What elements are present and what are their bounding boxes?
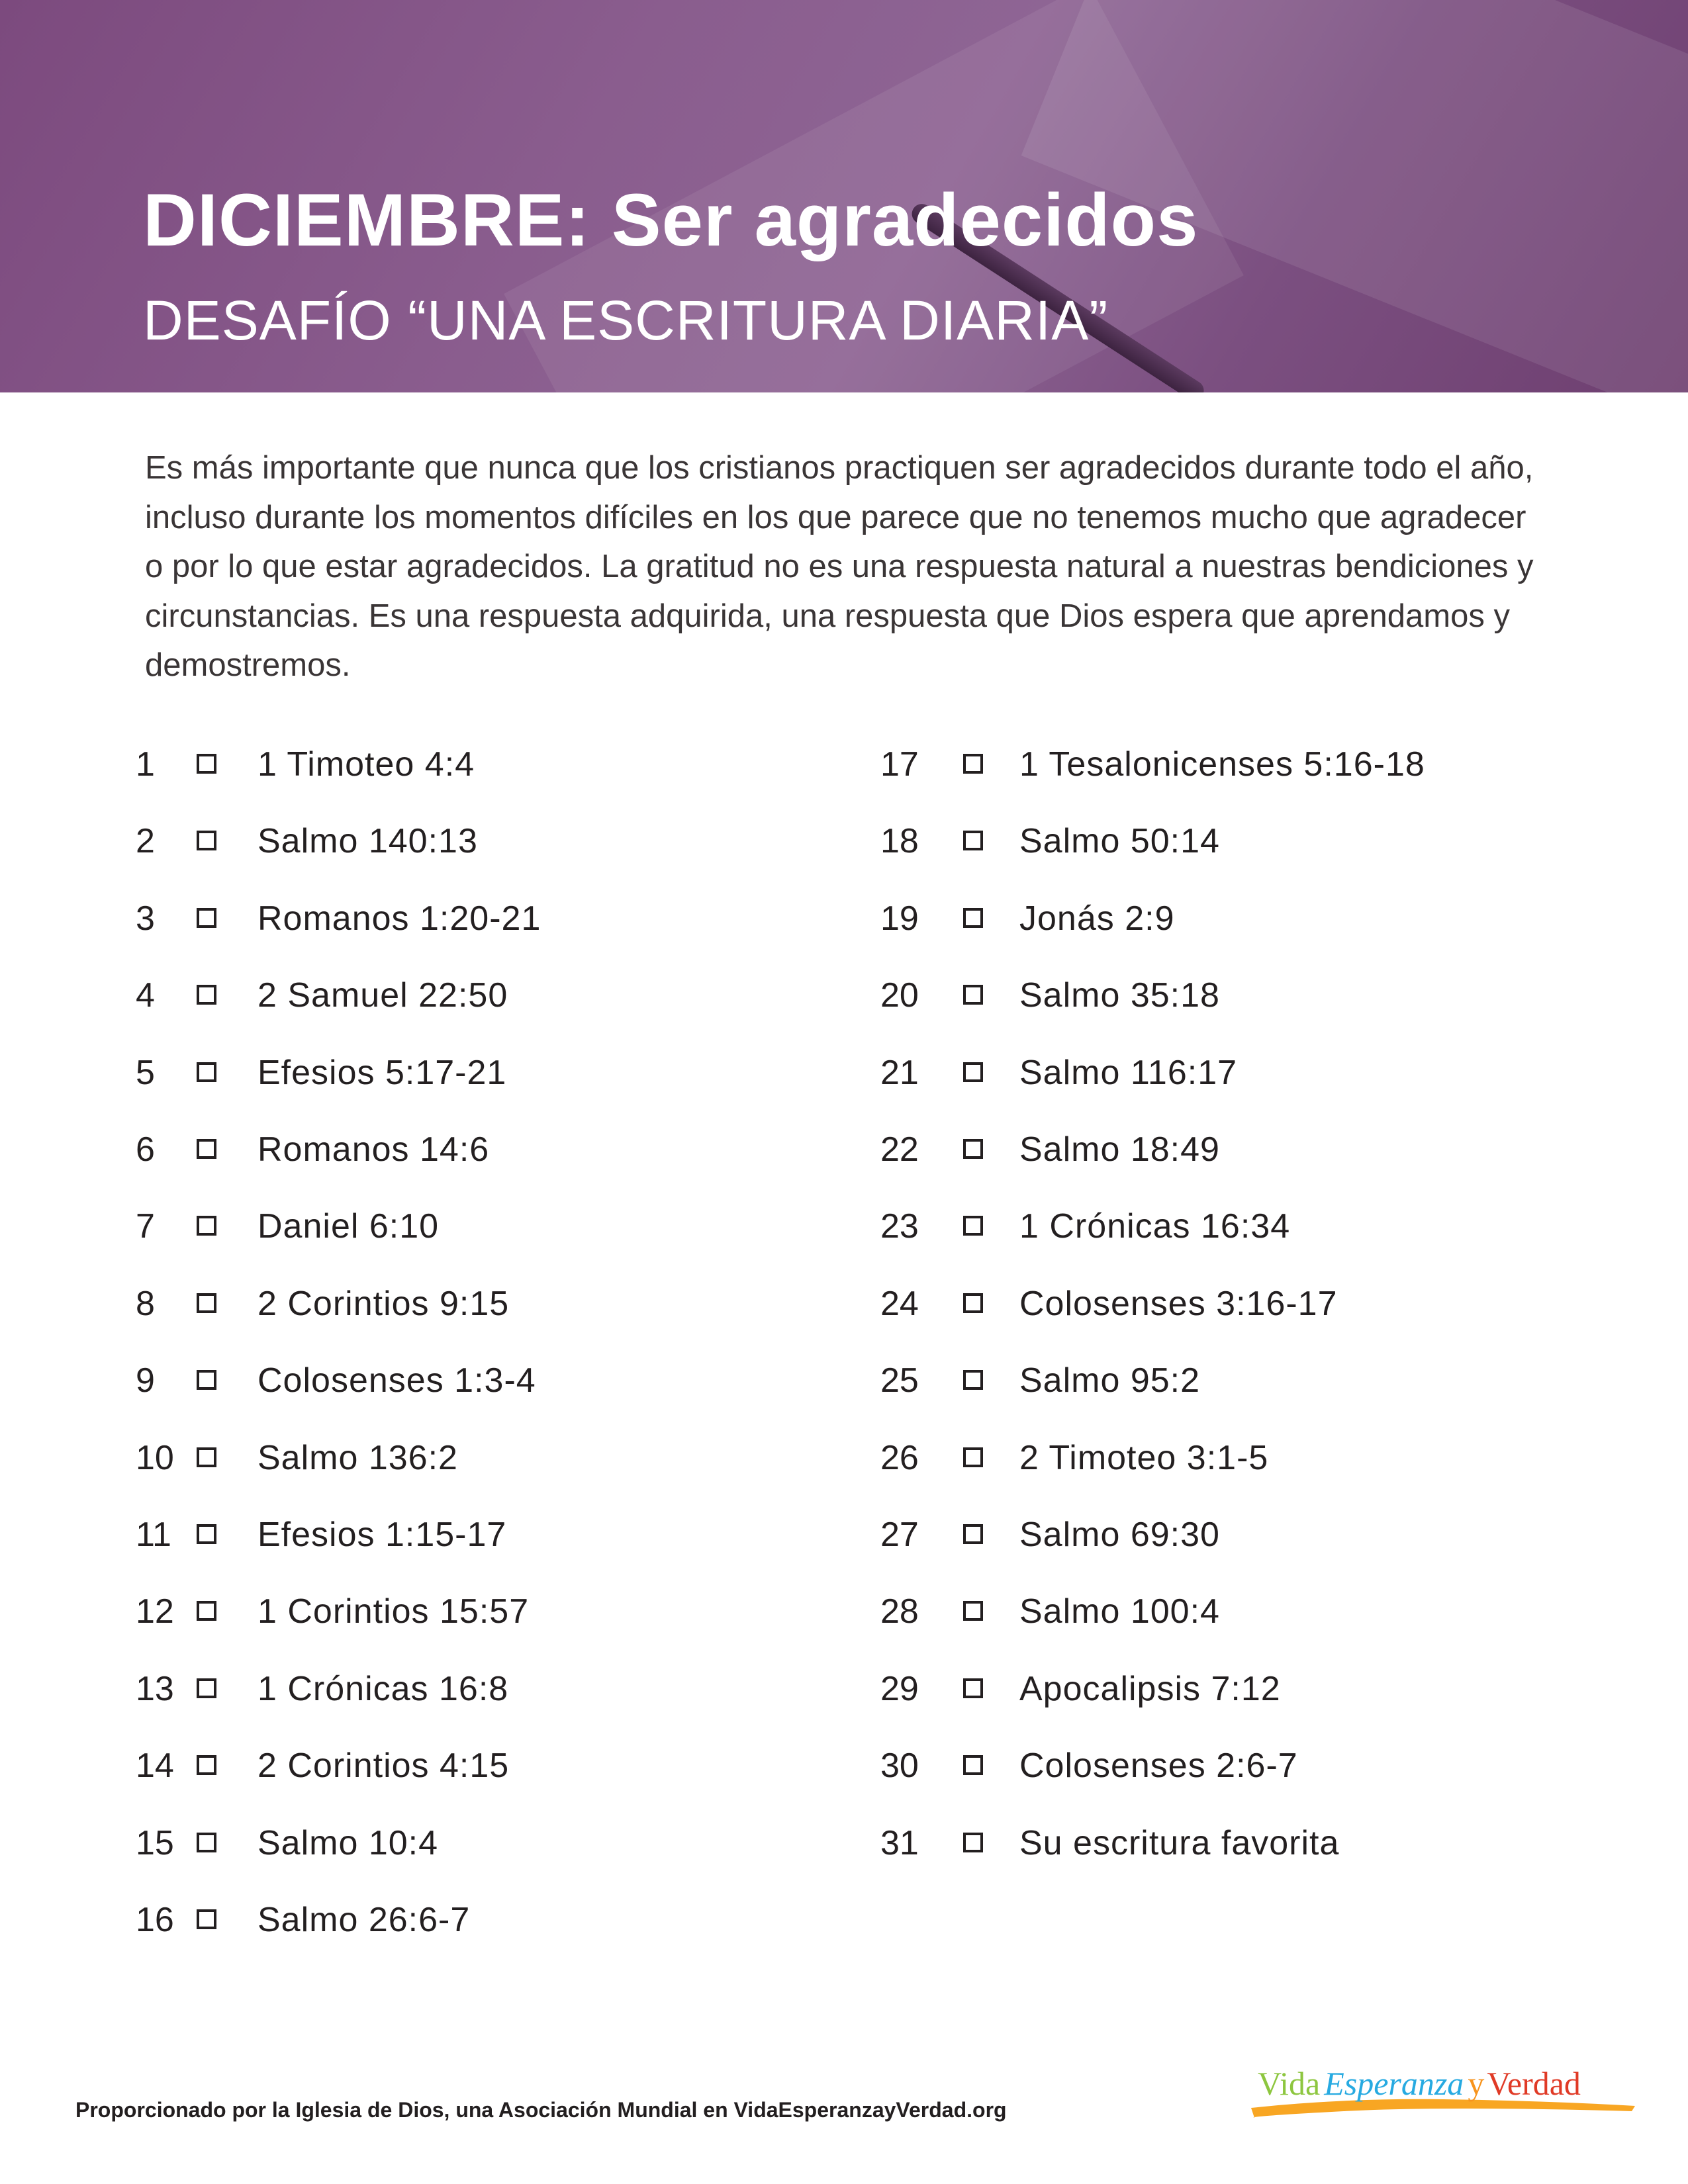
day-checkbox[interactable] (963, 1833, 983, 1852)
scripture-reference: Salmo 35:18 (1019, 976, 1220, 1015)
scripture-reference: Efesios 5:17-21 (258, 1053, 507, 1092)
day-checkbox[interactable] (963, 1216, 983, 1236)
day-checkbox[interactable] (963, 1601, 983, 1621)
day-number: 5 (136, 1053, 155, 1092)
day-checkbox[interactable] (963, 1755, 983, 1775)
reading-item (880, 1515, 1542, 1568)
day-checkbox[interactable] (963, 831, 983, 850)
intro-paragraph: Es más importante que nunca que los cristianos practiquen ser agradecidos durante todo el año, incluso durante los momentos difíciles en los que parece que no tenemos mucho que agradecer o por lo que estar agradecidos. La gratitud no es una respuesta natural a nuestras bendiciones y circunstancias. Es una respuesta adquirida, una respuesta que Dios espera que aprendamos y demostremos. (145, 450, 1534, 683)
reading-item (136, 1900, 798, 1953)
day-number: 3 (136, 899, 155, 938)
footer-credit: Proporcionado por la Iglesia de Dios, una Asociación Mundial en VidaEsperanzayVerdad.org (75, 2098, 1007, 2122)
day-number: 22 (880, 1130, 919, 1169)
day-checkbox[interactable] (197, 908, 216, 928)
reading-item (880, 1823, 1542, 1876)
day-checkbox[interactable] (197, 1601, 216, 1621)
reading-item (136, 976, 798, 1028)
day-checkbox[interactable] (197, 1833, 216, 1852)
reading-item (136, 1823, 798, 1876)
day-checkbox[interactable] (963, 1062, 983, 1082)
day-number: 6 (136, 1130, 155, 1169)
scripture-reference: Apocalipsis 7:12 (1019, 1669, 1281, 1708)
scripture-reference: 2 Timoteo 3:1-5 (1019, 1438, 1269, 1477)
reading-item (136, 1746, 798, 1799)
logo-word-esperanza: Esperanza (1324, 2065, 1464, 2102)
scripture-reference: Romanos 1:20-21 (258, 899, 541, 938)
day-checkbox[interactable] (963, 1678, 983, 1698)
day-number: 21 (880, 1053, 919, 1092)
day-number: 8 (136, 1284, 155, 1323)
scripture-reference: Colosenses 1:3-4 (258, 1361, 536, 1400)
scripture-reference: 1 Crónicas 16:34 (1019, 1207, 1291, 1246)
logo-brush-stroke (1251, 2099, 1635, 2118)
scripture-reference: Salmo 50:14 (1019, 822, 1220, 861)
scripture-reference: Salmo 136:2 (258, 1438, 458, 1477)
scripture-reference: Su escritura favorita (1019, 1823, 1340, 1862)
reading-item (880, 1746, 1542, 1799)
scripture-reference: Salmo 10:4 (258, 1823, 439, 1862)
scripture-reference: 1 Crónicas 16:8 (258, 1669, 509, 1708)
scripture-reference: 2 Corintios 9:15 (258, 1284, 510, 1323)
scripture-reference: Salmo 18:49 (1019, 1130, 1220, 1169)
day-checkbox[interactable] (197, 1062, 216, 1082)
scripture-reference: Salmo 100:4 (1019, 1592, 1220, 1631)
reading-item (136, 1284, 798, 1337)
day-number: 14 (136, 1747, 174, 1786)
scripture-reference: Efesios 1:15-17 (258, 1516, 507, 1554)
reading-item (880, 1361, 1542, 1414)
reading-item (880, 1130, 1542, 1183)
page-subtitle: DESAFÍO “UNA ESCRITURA DIARIA” (143, 289, 1109, 351)
reading-item (880, 899, 1542, 952)
scripture-reference: Colosenses 2:6-7 (1019, 1747, 1298, 1786)
scripture-reference: 1 Timoteo 4:4 (258, 745, 475, 784)
reading-item (880, 1206, 1542, 1259)
day-number: 4 (136, 976, 155, 1015)
logo-word-verdad: Verdad (1487, 2065, 1581, 2102)
scripture-reference: Romanos 14:6 (258, 1130, 490, 1169)
reading-item (136, 745, 798, 797)
reading-item (880, 1284, 1542, 1337)
day-checkbox[interactable] (963, 1524, 983, 1544)
reading-item (136, 1515, 798, 1568)
day-checkbox[interactable] (197, 1447, 216, 1467)
day-number: 12 (136, 1592, 174, 1631)
scripture-reference: 2 Samuel 22:50 (258, 976, 508, 1015)
reading-item (136, 1053, 798, 1106)
day-number: 25 (880, 1361, 919, 1400)
day-number: 27 (880, 1516, 919, 1554)
reading-item (880, 1053, 1542, 1106)
day-number: 23 (880, 1207, 919, 1246)
day-number: 17 (880, 745, 919, 784)
reading-item (136, 899, 798, 952)
day-checkbox[interactable] (197, 1678, 216, 1698)
scripture-reference: Salmo 26:6-7 (258, 1901, 471, 1939)
day-number: 18 (880, 822, 919, 861)
day-checkbox[interactable] (963, 985, 983, 1005)
day-checkbox[interactable] (963, 1139, 983, 1159)
day-checkbox[interactable] (963, 1293, 983, 1313)
scripture-reference: Colosenses 3:16-17 (1019, 1284, 1338, 1323)
day-checkbox[interactable] (963, 1370, 983, 1390)
day-number: 19 (880, 899, 919, 938)
reading-item (880, 821, 1542, 874)
day-number: 30 (880, 1747, 919, 1786)
scripture-reference: Salmo 140:13 (258, 822, 478, 861)
day-checkbox[interactable] (197, 831, 216, 850)
logo-word-vida: Vida (1258, 2065, 1321, 2102)
day-number: 1 (136, 745, 155, 784)
reading-item (136, 1361, 798, 1414)
header-banner (0, 0, 1688, 392)
reading-item (880, 1669, 1542, 1722)
day-number: 13 (136, 1669, 174, 1708)
reading-item (880, 745, 1542, 797)
day-number: 2 (136, 822, 155, 861)
logo-wordmark (1258, 2065, 1581, 2102)
day-checkbox[interactable] (197, 1909, 216, 1929)
reading-item (136, 1130, 798, 1183)
logo-word-y: y (1468, 2065, 1485, 2102)
day-checkbox[interactable] (197, 1370, 216, 1390)
scripture-reference: 1 Corintios 15:57 (258, 1592, 530, 1631)
day-checkbox[interactable] (197, 1139, 216, 1159)
day-number: 28 (880, 1592, 919, 1631)
day-number: 26 (880, 1438, 919, 1477)
scripture-reference: 1 Tesalonicenses 5:16-18 (1019, 745, 1425, 784)
day-checkbox[interactable] (963, 754, 983, 774)
reading-item (880, 1438, 1542, 1491)
day-number: 20 (880, 976, 919, 1015)
reading-item (880, 1592, 1542, 1645)
scripture-reference: 2 Corintios 4:15 (258, 1747, 510, 1786)
day-checkbox[interactable] (963, 1447, 983, 1467)
day-number: 9 (136, 1361, 155, 1400)
reading-item (136, 821, 798, 874)
day-number: 11 (136, 1516, 171, 1554)
day-number: 16 (136, 1901, 174, 1939)
page-title: DICIEMBRE: Ser agradecidos (143, 179, 1199, 261)
day-number: 7 (136, 1207, 155, 1246)
day-checkbox[interactable] (197, 1216, 216, 1236)
scripture-reference: Salmo 95:2 (1019, 1361, 1201, 1400)
reading-item (136, 1669, 798, 1722)
vida-esperanza-verdad-logo (1244, 2045, 1642, 2131)
day-checkbox[interactable] (197, 1524, 216, 1544)
reading-item (136, 1592, 798, 1645)
reading-item (136, 1438, 798, 1491)
scripture-reference: Salmo 116:17 (1019, 1053, 1238, 1092)
reading-item (880, 976, 1542, 1028)
day-number: 29 (880, 1669, 919, 1708)
scripture-reference: Salmo 69:30 (1019, 1516, 1220, 1554)
scripture-reference: Daniel 6:10 (258, 1207, 440, 1246)
day-checkbox[interactable] (963, 908, 983, 928)
day-checkbox[interactable] (197, 1755, 216, 1775)
day-number: 10 (136, 1438, 174, 1477)
reading-item (136, 1206, 798, 1259)
scripture-reference: Jonás 2:9 (1019, 899, 1175, 938)
day-checkbox[interactable] (197, 985, 216, 1005)
day-checkbox[interactable] (197, 1293, 216, 1313)
day-number: 15 (136, 1823, 174, 1862)
day-checkbox[interactable] (197, 754, 216, 774)
day-number: 31 (880, 1823, 919, 1862)
day-number: 24 (880, 1284, 919, 1323)
